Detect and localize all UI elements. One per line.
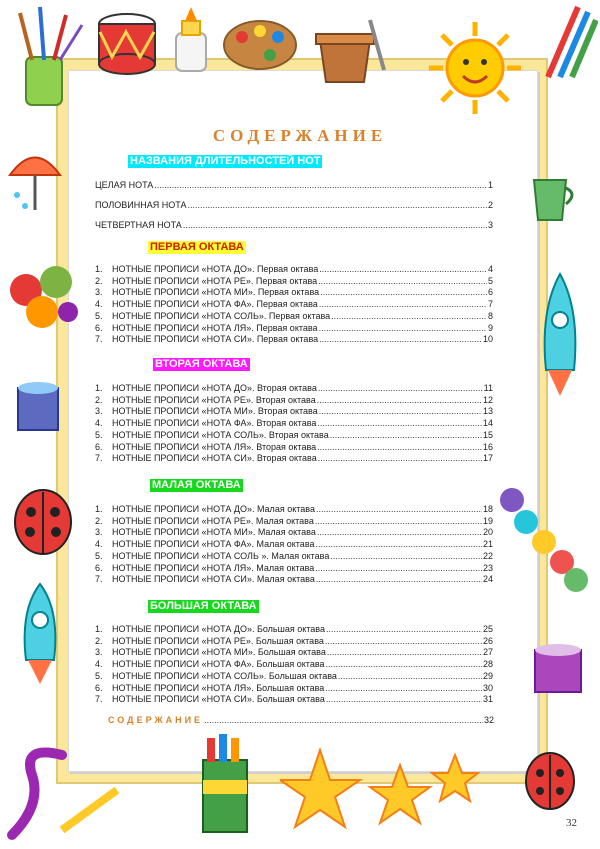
entry-page: 15	[482, 429, 493, 440]
toc-entry[interactable]	[95, 694, 493, 704]
toc-entry[interactable]	[95, 551, 493, 561]
entry-text: НОТНЫЕ ПРОПИСИ «НОТА ФА». Первая октава	[112, 299, 318, 310]
entry-number: 4.	[95, 659, 103, 670]
entry-page: 11	[483, 383, 493, 393]
entry-number: 7.	[95, 334, 103, 345]
toc-entry[interactable]	[95, 180, 493, 190]
fruits-icon	[4, 250, 84, 340]
stars-icon	[280, 745, 480, 845]
entry-text: НОТНЫЕ ПРОПИСИ «НОТА РЕ». Большая октава	[112, 635, 324, 646]
entry-page: 8	[487, 310, 493, 321]
toc-entry[interactable]	[95, 659, 493, 669]
entry-text: НОТНЫЕ ПРОПИСИ «НОТА ФА». Большая октава	[112, 659, 325, 670]
entry-number: 4.	[95, 418, 103, 429]
entry-text: СОДЕРЖАНИЕ	[108, 715, 204, 725]
entry-page: 2	[487, 200, 493, 210]
toc-entry[interactable]	[95, 200, 493, 210]
entry-text: НОТНЫЕ ПРОПИСИ «НОТА ЛЯ». Вторая октава	[112, 441, 317, 452]
entry-number: 6.	[95, 322, 103, 333]
pencils-icon	[538, 2, 598, 82]
entry-text: ЦЕЛАЯ НОТА	[95, 180, 154, 190]
entry-text: НОТНЫЕ ПРОПИСИ «НОТА РЕ». Малая октава	[112, 515, 314, 526]
entry-text: НОТНЫЕ ПРОПИСИ «НОТА МИ». Большая октава	[112, 647, 326, 658]
entry-number: 2.	[95, 635, 103, 646]
toc-entry[interactable]	[95, 636, 493, 646]
umbrella-icon	[5, 140, 65, 220]
glue-bottle-icon	[168, 5, 213, 75]
entry-page: 20	[482, 527, 493, 538]
palette-icon	[220, 15, 300, 75]
toc-entry[interactable]	[95, 527, 493, 537]
entry-page: 6	[487, 287, 493, 298]
paint-can-right-icon	[525, 630, 595, 700]
entry-text: ЧЕТВЕРТНАЯ НОТА	[95, 220, 182, 230]
entry-text: НОТНЫЕ ПРОПИСИ «НОТА СИ». Большая октава	[112, 694, 325, 705]
entry-page: 1	[487, 180, 493, 190]
entry-number: 6.	[95, 562, 103, 573]
entry-number: 2.	[95, 515, 103, 526]
entry-number: 6.	[95, 441, 103, 452]
entry-number: 3.	[95, 406, 103, 417]
toc-entry[interactable]	[95, 406, 493, 416]
entry-number: 3.	[95, 287, 103, 298]
entry-page: 4	[487, 264, 493, 274]
entry-text: НОТНЫЕ ПРОПИСИ «НОТА СИ». Первая октава	[112, 334, 319, 345]
entry-page: 16	[482, 441, 493, 452]
section-heading-big-octave: БОЛЬШАЯ ОКТАВА	[150, 600, 257, 612]
entry-text: НОТНЫЕ ПРОПИСИ «НОТА ЛЯ». Первая октава	[112, 322, 318, 333]
flowerpot-icon	[310, 10, 390, 90]
toc-entry[interactable]	[95, 287, 493, 297]
entry-page: 22	[482, 550, 493, 561]
toc-entry[interactable]	[95, 299, 493, 309]
entry-number: 1.	[95, 504, 103, 514]
entry-page: 24	[482, 574, 493, 585]
toc-entry[interactable]	[95, 563, 493, 573]
entry-text: НОТНЫЕ ПРОПИСИ «НОТА СОЛЬ». Вторая октава	[112, 429, 329, 440]
entry-text: НОТНЫЕ ПРОПИСИ «НОТА ДО». Вторая октава	[112, 383, 317, 393]
ladybug-right-icon	[520, 745, 580, 815]
entry-page: 10	[482, 334, 493, 345]
entry-text: НОТНЫЕ ПРОПИСИ «НОТА ДО». Малая октава	[112, 504, 315, 514]
entry-number: 4.	[95, 299, 103, 310]
entry-text: НОТНЫЕ ПРОПИСИ «НОТА ЛЯ». Малая октава	[112, 562, 315, 573]
entry-number: 4.	[95, 539, 103, 550]
watering-cup-icon	[520, 160, 580, 230]
drum-icon	[92, 2, 162, 82]
section-heading-small-octave: МАЛАЯ ОКТАВА	[152, 479, 241, 491]
entry-page: 9	[487, 322, 493, 333]
entry-page: 13	[482, 406, 493, 417]
entry-page: 26	[482, 635, 493, 646]
entry-page: 12	[482, 394, 493, 405]
snake-pencils-icon	[2, 715, 122, 845]
entry-number: 7.	[95, 694, 103, 705]
entry-number: 1.	[95, 264, 103, 274]
toc-entry-contents[interactable]	[108, 715, 494, 725]
entry-text: НОТНЫЕ ПРОПИСИ «НОТА СОЛЬ ». Малая октава	[112, 550, 330, 561]
paint-can-icon	[8, 370, 68, 440]
entry-text: НОТНЫЕ ПРОПИСИ «НОТА МИ». Вторая октава	[112, 406, 318, 417]
crayons-box-icon	[195, 730, 255, 840]
entry-text: ПОЛОВИННАЯ НОТА	[95, 200, 187, 210]
entry-text: НОТНЫЕ ПРОПИСИ «НОТА МИ». Малая октава	[112, 527, 316, 538]
entry-number: 1.	[95, 624, 103, 634]
entry-text: НОТНЫЕ ПРОПИСИ «НОТА РЕ». Вторая октава	[112, 394, 316, 405]
entry-page: 19	[482, 515, 493, 526]
toc-entry[interactable]	[95, 276, 493, 286]
toc-entry[interactable]	[95, 220, 493, 230]
toc-entry[interactable]	[95, 574, 493, 584]
entry-page: 32	[483, 715, 494, 725]
ladybug-icon	[8, 480, 78, 560]
toc-entry[interactable]	[95, 323, 493, 333]
toc-entry[interactable]	[95, 383, 493, 393]
entry-text: НОТНЫЕ ПРОПИСИ «НОТА ДО». Большая октава	[112, 624, 325, 634]
toc-entry[interactable]	[95, 418, 493, 428]
toc-entry[interactable]	[95, 504, 493, 514]
entry-number: 2.	[95, 394, 103, 405]
entry-number: 7.	[95, 453, 103, 464]
entry-number: 1.	[95, 383, 103, 393]
entry-text: НОТНЫЕ ПРОПИСИ «НОТА СИ». Малая октава	[112, 574, 315, 585]
entry-number: 5.	[95, 310, 103, 321]
entry-page: 31	[482, 694, 493, 705]
entry-number: 2.	[95, 275, 103, 286]
entry-text: НОТНЫЕ ПРОПИСИ «НОТА РЕ». Первая октава	[112, 275, 318, 286]
entry-text: НОТНЫЕ ПРОПИСИ «НОТА ФА». Вторая октава	[112, 418, 317, 429]
rocket-icon	[10, 580, 70, 690]
toc-entry[interactable]	[95, 624, 493, 634]
entry-page: 23	[482, 562, 493, 573]
page-number: 32	[566, 817, 577, 829]
page-title: СОДЕРЖАНИЕ	[212, 126, 388, 145]
toc-entry[interactable]	[95, 516, 493, 526]
entry-number: 3.	[95, 647, 103, 658]
entry-text: НОТНЫЕ ПРОПИСИ «НОТА СОЛЬ». Первая октава	[112, 310, 331, 321]
entry-text: НОТНЫЕ ПРОПИСИ «НОТА ФА». Малая октава	[112, 539, 315, 550]
entry-page: 7	[487, 299, 493, 310]
entry-page: 21	[482, 539, 493, 550]
section-heading-first-octave: ПЕРВАЯ ОКТАВА	[150, 241, 244, 253]
entry-page: 27	[482, 647, 493, 658]
toc-entry[interactable]	[95, 264, 493, 274]
entry-number: 7.	[95, 574, 103, 585]
entry-text: НОТНЫЕ ПРОПИСИ «НОТА СИ». Вторая октава	[112, 453, 317, 464]
entry-page: 29	[482, 670, 493, 681]
entry-page: 18	[482, 504, 493, 514]
toc-entry[interactable]	[95, 311, 493, 321]
entry-text: НОТНЫЕ ПРОПИСИ «НОТА ЛЯ». Большая октава	[112, 682, 325, 693]
toc-entry[interactable]	[95, 671, 493, 681]
entry-page: 28	[482, 659, 493, 670]
entry-page: 30	[482, 682, 493, 693]
entry-text: НОТНЫЕ ПРОПИСИ «НОТА МИ». Первая октава	[112, 287, 320, 298]
brushes-cup-icon	[10, 5, 90, 115]
entry-page: 25	[482, 624, 493, 634]
entry-number: 5.	[95, 429, 103, 440]
entry-number: 5.	[95, 550, 103, 561]
entry-text: НОТНЫЕ ПРОПИСИ «НОТА ДО». Первая октава	[112, 264, 319, 274]
sun-icon	[425, 18, 525, 118]
entry-page: 5	[487, 275, 493, 286]
entry-page: 17	[482, 453, 493, 464]
toc-entry[interactable]	[95, 334, 493, 344]
toc-entry[interactable]	[95, 453, 493, 463]
toc-entry[interactable]	[95, 539, 493, 549]
toc-entry[interactable]	[95, 442, 493, 452]
toc-entry[interactable]	[95, 647, 493, 657]
entry-page: 3	[487, 220, 493, 230]
section-heading-durations: НАЗВАНИЯ ДЛИТЕЛЬНОСТЕЙ НОТ	[130, 155, 321, 167]
caterpillar-icon	[492, 480, 592, 600]
section-heading-second-octave: ВТОРАЯ ОКТАВА	[155, 358, 248, 370]
toc-entry[interactable]	[95, 683, 493, 693]
entry-number: 6.	[95, 682, 103, 693]
toc-entry[interactable]	[95, 430, 493, 440]
rocket-right-icon	[530, 270, 590, 400]
entry-text: НОТНЫЕ ПРОПИСИ «НОТА СОЛЬ». Большая октава	[112, 670, 337, 681]
toc-entry[interactable]	[95, 395, 493, 405]
entry-number: 5.	[95, 670, 103, 681]
entry-page: 14	[482, 418, 493, 429]
entry-number: 3.	[95, 527, 103, 538]
